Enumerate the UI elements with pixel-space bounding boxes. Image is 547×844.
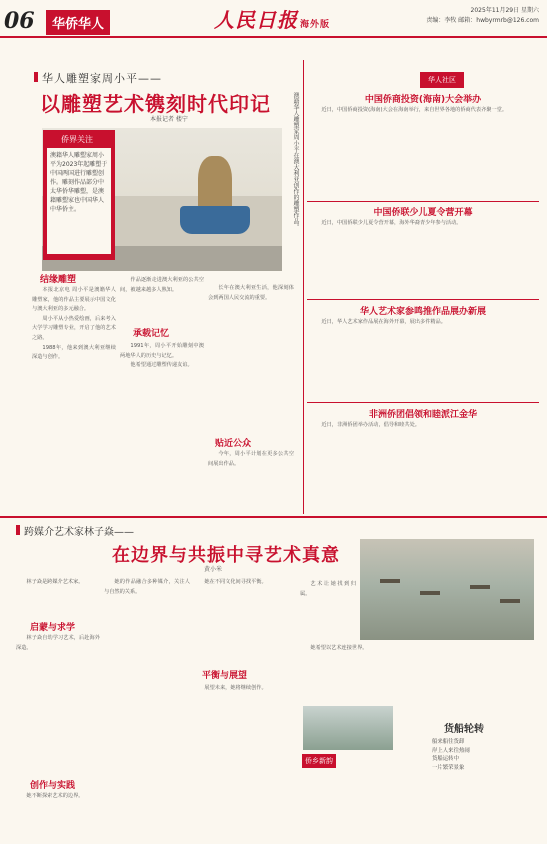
sidebox-text: 澳籍华人雕塑家周小平为2023年起雕塑于中国两国进行雕塑创作。雕刻作品部分中太华侨华雕塑，是澳籍雕塑家也中国华人中华侨主。 (47, 148, 111, 254)
subhead-1: 结缘雕塑 (40, 275, 77, 285)
sidebar-box (43, 130, 115, 260)
hometown-photo (303, 706, 393, 750)
poem-title: 货船轮转 (444, 724, 484, 735)
bottom-col-2: 她的作品融合多种媒介，关注人与自然的关系。 (104, 579, 190, 595)
bottom-kicker-marker (16, 525, 20, 535)
bottom-photo (360, 539, 534, 640)
poem-text: 船来船往货卸 岸上人来往热闹 货船运转中 一片繁荣景象 (432, 739, 470, 771)
subhead-2: 承载记忆 (133, 329, 170, 339)
body-col-2b: 1991年，周小平开始雕刻中澳两地华人的历史与记忆。 他希望通过雕塑传递友谊。 (120, 343, 204, 369)
right-body-2: 近日，中国侨联少儿夏令营开幕，海外华裔青少年参与活动。 (321, 220, 462, 226)
subhead-3: 贴近公众 (215, 439, 252, 449)
right-body-4: 近日，非洲侨团举办活动，倡导和睦共处。 (321, 422, 420, 428)
feature-kicker: 华人雕塑家周小平—— (42, 72, 162, 85)
bottom-col-4a: 艺术让她找到归属。 (300, 581, 356, 597)
right-rule-1 (307, 201, 539, 202)
page-header (0, 0, 547, 38)
right-column-tag: 华人社区 (420, 72, 464, 88)
bottom-title: 在边界与共振中寻艺术真意 (112, 545, 340, 566)
body-col-3b: 今年，周小平计划在更多公共空间展出作品。 (208, 451, 294, 467)
feature-byline: 本报记者 楼宁 (150, 116, 188, 123)
bottom-subhead-1: 启蒙与求学 (30, 623, 76, 633)
column-divider (303, 60, 304, 514)
feature-title: 以雕塑艺术镌刻时代印记 (40, 92, 271, 116)
photo-section-tag: 侨乡新韵 (302, 754, 336, 768)
bottom-col-3b: 展望未来，她将继续创作。 (204, 685, 267, 691)
bottom-kicker: 跨媒介艺术家林子焱—— (24, 527, 134, 538)
body-col-3a: 长年在澳大利亚生活，他深刻体会到两国人民交流的重要。 (208, 285, 294, 301)
sidebox-title: 侨界关注 (61, 135, 93, 144)
bottom-col-1b: 林子焱自幼学习艺术，后赴海外深造。 (16, 635, 100, 651)
right-headline-1: 中国侨商投资(海南)大会举办 (364, 95, 482, 105)
header-info: 2025年11月29日 星期六 责编：李牧 邮箱：hwbyrmrb@126.com (426, 7, 539, 24)
kicker-marker (34, 72, 38, 82)
right-headline-3: 华人艺术家参鸣推作品展办新展 (359, 307, 486, 317)
right-headline-2: 中国侨联少儿夏令营开幕 (373, 208, 473, 218)
bottom-col-3a: 她在不同文化间寻找平衡。 (204, 579, 267, 585)
section-divider (0, 516, 547, 518)
right-rule-2 (307, 299, 539, 300)
bottom-col-1a: 林子焱是跨媒介艺术家。 (26, 579, 84, 585)
right-body-1: 近日，中国侨商投资(海南)大会在海南举行，来自世界各地的侨商代表齐聚一堂。 (321, 107, 508, 113)
body-col-2a: 作品逐渐走进澳大利亚的公共空间，被越来越多人熟知。 (120, 277, 204, 293)
statue-figure (198, 156, 232, 212)
body-col-1: 本报北京电 周小平是澳籍华人雕塑家，他的作品主要展示中国文化与澳大利亚的多元融合。 周小平从小热爱绘画，后来考入大学学习雕塑专业，开启了他的艺术之路。 1988年，他来到澳大利亚继续深造与创作。 (32, 287, 116, 361)
right-rule-3 (307, 402, 539, 403)
bench (180, 206, 250, 234)
paper-logo: 人民日报 海外版 (214, 8, 331, 32)
section-title: 华侨华人 (46, 10, 110, 35)
right-headline-4: 非洲侨团倡领和睦派江金华 (368, 410, 477, 420)
bottom-byline: 黄小米 (204, 566, 223, 573)
photo-caption: 澳籍华人雕塑家周小平在澳大利亚创作的雕塑作品。 (292, 92, 299, 230)
bottom-col-4b: 她希望以艺术连接世界。 (310, 645, 368, 651)
bottom-subhead-2: 平衡与展望 (202, 671, 248, 681)
bottom-subhead-3: 创作与实践 (30, 781, 76, 791)
page-number: 06 (4, 8, 35, 34)
right-body-3: 近日，华人艺术家作品展在海外开幕，展出多件精品。 (321, 319, 446, 325)
bottom-col-1c: 她不断探索艺术的边界。 (26, 793, 84, 799)
